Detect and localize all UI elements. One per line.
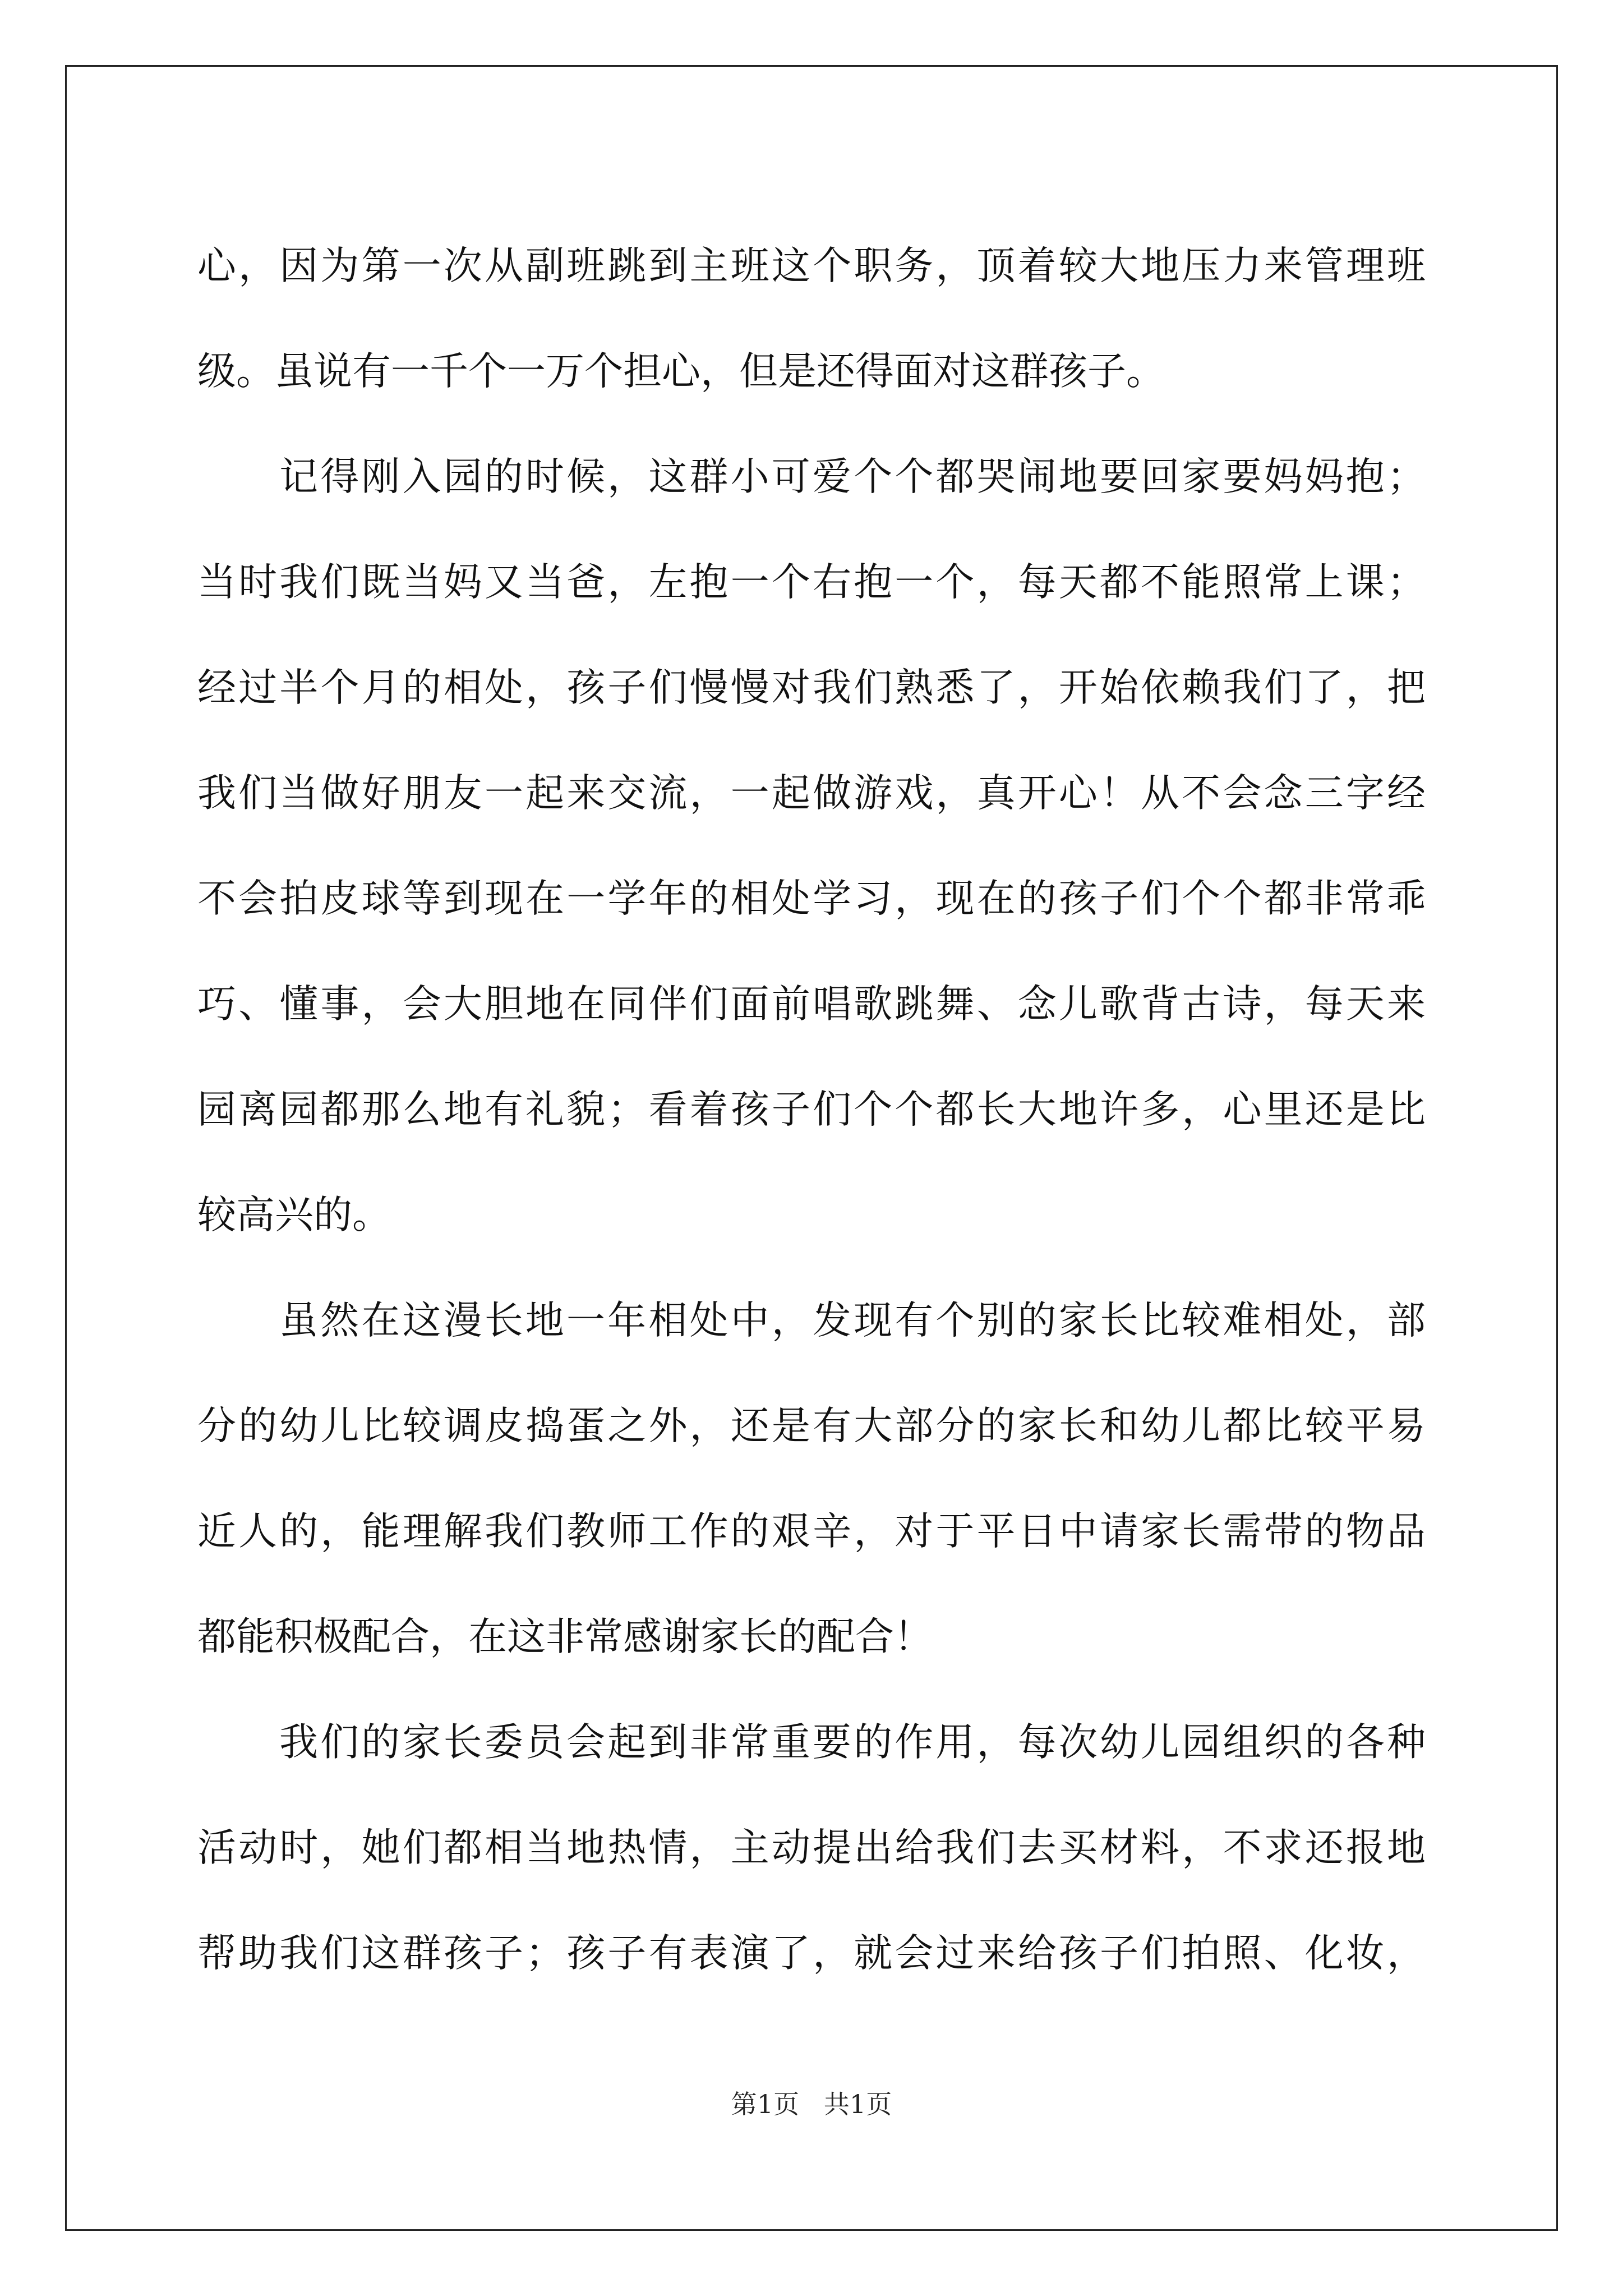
document-body xyxy=(197,213,1426,2006)
paragraph-start-line: 记得刚入园的时候，这群小可爱个个都哭闹地要回家要妈妈抱； xyxy=(279,454,1426,499)
text-line: 巧、懂事，会大胆地在同伴们面前唱歌跳舞、念儿歌背古诗，每天来 xyxy=(197,982,1426,1027)
paragraph-start-line: 虽然在这漫长地一年相处中，发现有个别的家长比较难相处，部 xyxy=(279,1298,1426,1343)
text-line: 级。虽说有一千个一万个担心，但是还得面对这群孩子。 xyxy=(197,349,1165,394)
text-line: 心，因为第一次从副班跳到主班这个职务，顶着较大地压力来管理班 xyxy=(197,243,1426,288)
text-line: 我们当做好朋友一起来交流，一起做游戏，真开心！从不会念三字经 xyxy=(197,771,1426,816)
text-line: 近人的，能理解我们教师工作的艰辛，对于平日中请家长需带的物品 xyxy=(197,1509,1426,1554)
text-line: 园离园都那么地有礼貌；看着孩子们个个都长大地许多，心里还是比 xyxy=(197,1087,1426,1132)
text-line: 帮助我们这群孩子；孩子有表演了，就会过来给孩子们拍照、化妆， xyxy=(197,1931,1426,1976)
page-number-label: 第1页 共1页 xyxy=(731,2089,892,2119)
text-line: 不会拍皮球等到现在一学年的相处学习，现在的孩子们个个都非常乖 xyxy=(197,876,1426,921)
page-footer xyxy=(0,2087,1623,2121)
text-line: 经过半个月的相处，孩子们慢慢对我们熟悉了，开始依赖我们了，把 xyxy=(197,665,1426,710)
text-line: 活动时，她们都相当地热情，主动提出给我们去买材料，不求还报地 xyxy=(197,1825,1426,1870)
text-line: 都能积极配合，在这非常感谢家长的配合！ xyxy=(197,1614,933,1659)
text-line: 当时我们既当妈又当爸，左抱一个右抱一个，每天都不能照常上课； xyxy=(197,560,1426,605)
text-line: 分的幼儿比较调皮捣蛋之外，还是有大部分的家长和幼儿都比较平易 xyxy=(197,1404,1426,1448)
text-line: 较高兴的。 xyxy=(197,1193,391,1237)
paragraph-start-line: 我们的家长委员会起到非常重要的作用，每次幼儿园组织的各种 xyxy=(279,1720,1426,1765)
